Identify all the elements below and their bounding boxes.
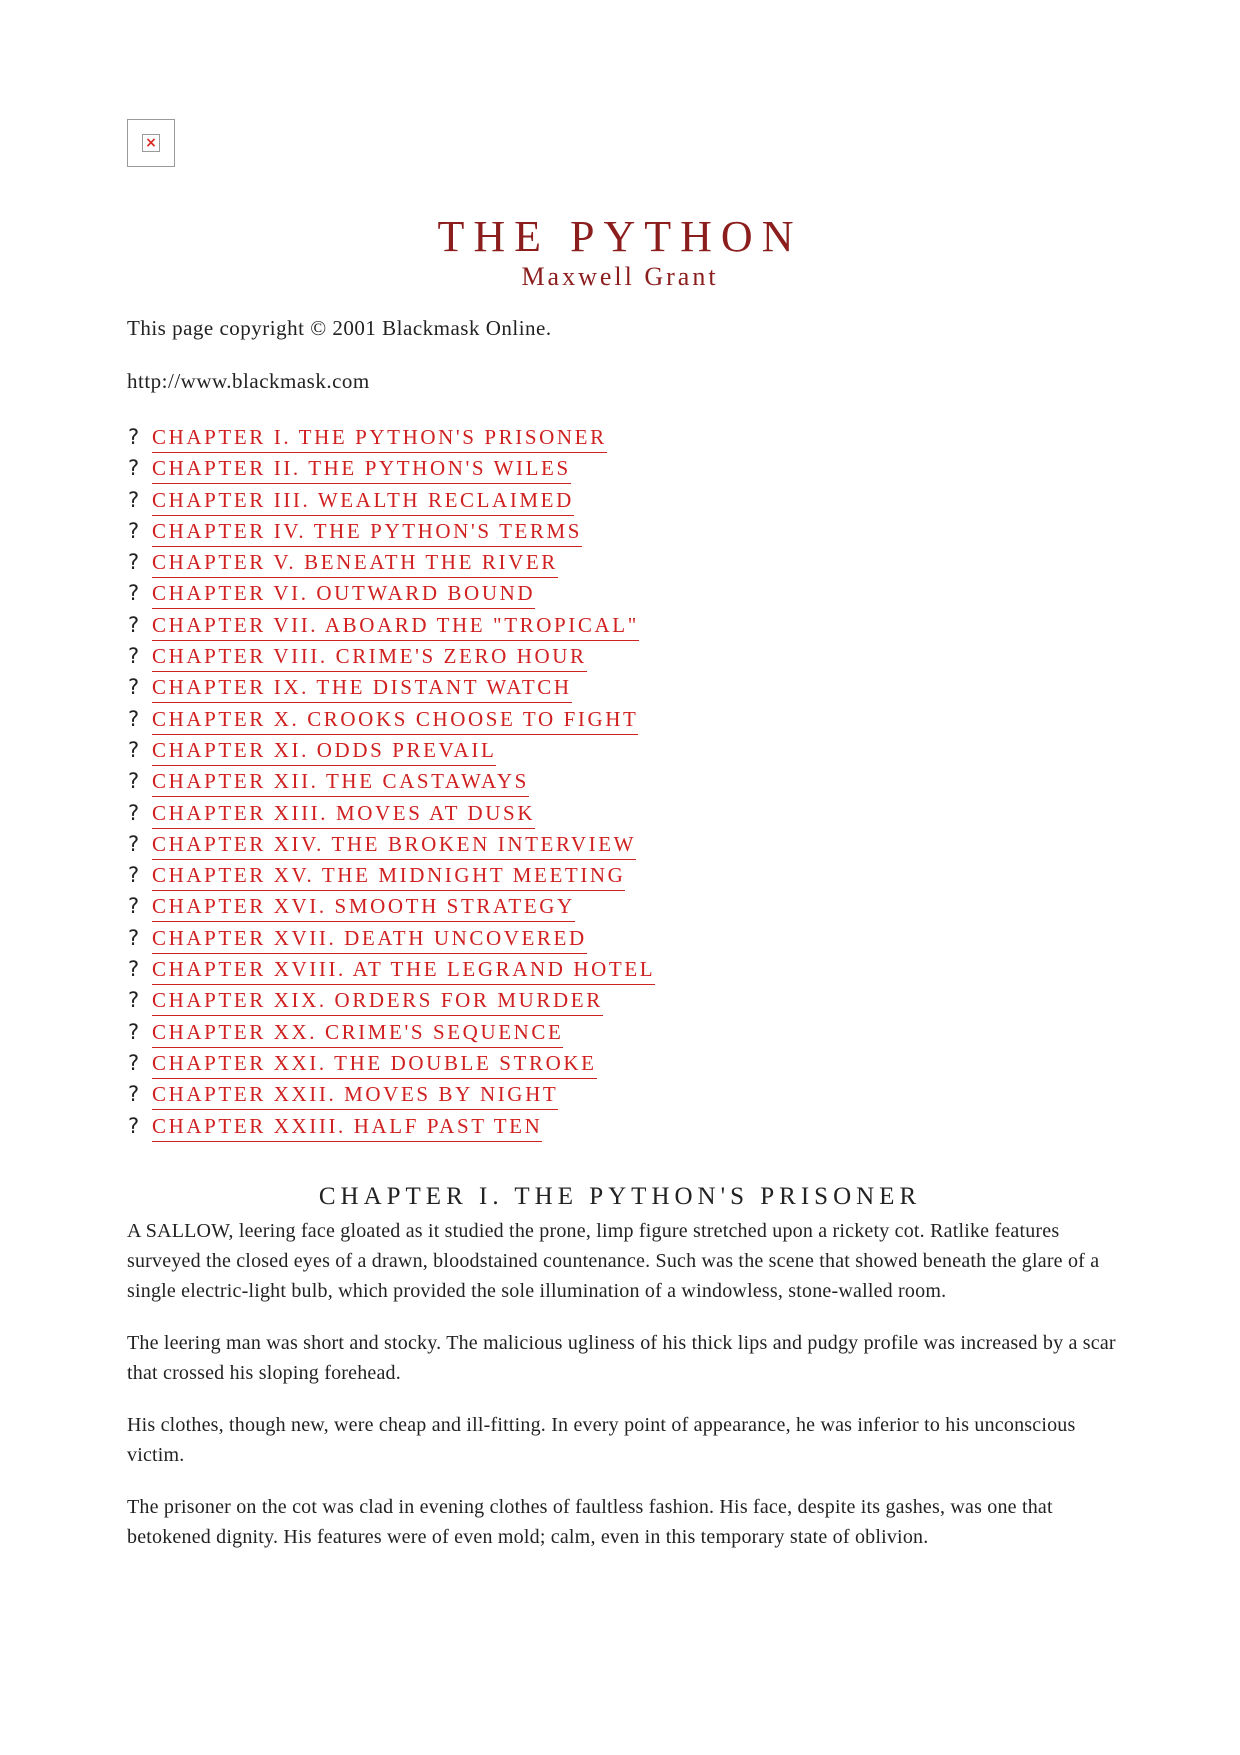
- toc-item: [127, 454, 655, 485]
- toc-chapter-link[interactable]: CHAPTER I. THE PYTHON'S PRISONER: [152, 423, 607, 453]
- toc-bullet: ?: [127, 831, 140, 856]
- toc-chapter-link[interactable]: CHAPTER X. CROOKS CHOOSE TO FIGHT: [152, 705, 638, 735]
- toc-item: [127, 579, 655, 610]
- toc-chapter-link[interactable]: CHAPTER IX. THE DISTANT WATCH: [152, 673, 572, 703]
- toc-item: [127, 767, 655, 798]
- toc-chapter-link[interactable]: CHAPTER XX. CRIME'S SEQUENCE: [152, 1018, 563, 1048]
- chapter-heading: CHAPTER I. THE PYTHON'S PRISONER: [318, 1182, 922, 1210]
- toc-bullet: ?: [127, 581, 140, 606]
- toc-bullet: ?: [127, 957, 140, 982]
- chapter-body: [127, 1216, 1117, 1574]
- toc-bullet: ?: [127, 1019, 140, 1044]
- toc-item: [127, 1080, 655, 1111]
- toc-item: [127, 955, 655, 986]
- toc-chapter-link[interactable]: CHAPTER XVI. SMOOTH STRATEGY: [152, 892, 575, 922]
- toc-item: [127, 1112, 655, 1143]
- toc-item: [127, 861, 655, 892]
- copyright-notice: This page copyright © 2001 Blackmask Online.: [127, 316, 552, 340]
- book-author: Maxwell Grant: [521, 262, 719, 291]
- toc-bullet: ?: [127, 737, 140, 762]
- toc-item: [127, 548, 655, 579]
- toc-chapter-link[interactable]: CHAPTER XI. ODDS PREVAIL: [152, 736, 496, 766]
- chapter-paragraph: The leering man was short and stocky. The malicious ugliness of his thick lips and pudgy profile was increased by a scar that crossed his sloping forehead.: [127, 1332, 1116, 1384]
- toc-bullet: ?: [127, 644, 140, 669]
- toc-bullet: ?: [127, 456, 140, 481]
- toc-item: [127, 673, 655, 704]
- toc-chapter-link[interactable]: CHAPTER IV. THE PYTHON'S TERMS: [152, 517, 582, 547]
- toc-bullet: ?: [127, 925, 140, 950]
- toc-bullet: ?: [127, 894, 140, 919]
- toc-item: [127, 1018, 655, 1049]
- toc-item: [127, 611, 655, 642]
- toc-item: [127, 892, 655, 923]
- toc-chapter-link[interactable]: CHAPTER XVIII. AT THE LEGRAND HOTEL: [152, 955, 655, 985]
- toc-item: [127, 986, 655, 1017]
- toc-bullet: ?: [127, 800, 140, 825]
- broken-image-placeholder: [127, 119, 175, 167]
- toc-bullet: ?: [127, 612, 140, 637]
- chapter-paragraph: The prisoner on the cot was clad in evening clothes of faultless fashion. His face, despite its gashes, was one that betokened dignity. His features were of even mold; calm, even in this temporary state of oblivion.: [127, 1496, 1053, 1548]
- toc-chapter-link[interactable]: CHAPTER VIII. CRIME'S ZERO HOUR: [152, 642, 587, 672]
- book-title: THE PYTHON: [437, 212, 803, 262]
- chapter-paragraph: His clothes, though new, were cheap and ill-fitting. In every point of appearance, he was inferior to his unconscious victim.: [127, 1414, 1076, 1466]
- toc-chapter-link[interactable]: CHAPTER III. WEALTH RECLAIMED: [152, 486, 574, 516]
- toc-bullet: ?: [127, 1082, 140, 1107]
- toc-item: [127, 705, 655, 736]
- toc-chapter-link[interactable]: CHAPTER VII. ABOARD THE "TROPICAL": [152, 611, 639, 641]
- toc-bullet: ?: [127, 1050, 140, 1075]
- toc-bullet: ?: [127, 1113, 140, 1138]
- toc-chapter-link[interactable]: CHAPTER XXII. MOVES BY NIGHT: [152, 1080, 558, 1110]
- toc-chapter-link[interactable]: CHAPTER XV. THE MIDNIGHT MEETING: [152, 861, 625, 891]
- toc-chapter-link[interactable]: CHAPTER XIII. MOVES AT DUSK: [152, 799, 535, 829]
- toc-bullet: ?: [127, 769, 140, 794]
- toc-bullet: ?: [127, 706, 140, 731]
- toc-item: [127, 517, 655, 548]
- chapter-paragraph: A SALLOW, leering face gloated as it studied the prone, limp figure stretched upon a rickety cot. Ratlike features surveyed the closed eyes of a drawn, bloodstained countenance. Such was the scene that showed beneath the glare of a single electric-light bulb, which provided the sole illumination of a windowless, stone-walled room.: [127, 1220, 1100, 1302]
- toc-item: [127, 1049, 655, 1080]
- toc-bullet: ?: [127, 863, 140, 888]
- toc-bullet: ?: [127, 518, 140, 543]
- toc-chapter-link[interactable]: CHAPTER XIX. ORDERS FOR MURDER: [152, 986, 603, 1016]
- site-url: http://www.blackmask.com: [127, 369, 370, 393]
- toc-item: [127, 924, 655, 955]
- toc-chapter-link[interactable]: CHAPTER XVII. DEATH UNCOVERED: [152, 924, 587, 954]
- toc-chapter-link[interactable]: CHAPTER XII. THE CASTAWAYS: [152, 767, 529, 797]
- table-of-contents: [127, 423, 655, 1147]
- toc-item: [127, 423, 655, 454]
- toc-item: [127, 642, 655, 673]
- toc-item: [127, 799, 655, 830]
- toc-chapter-link[interactable]: CHAPTER XIV. THE BROKEN INTERVIEW: [152, 830, 636, 860]
- toc-bullet: ?: [127, 988, 140, 1013]
- toc-chapter-link[interactable]: CHAPTER II. THE PYTHON'S WILES: [152, 454, 571, 484]
- toc-bullet: ?: [127, 675, 140, 700]
- toc-item: [127, 830, 655, 861]
- toc-bullet: ?: [127, 487, 140, 512]
- toc-bullet: ?: [127, 425, 140, 449]
- toc-chapter-link[interactable]: CHAPTER XXIII. HALF PAST TEN: [152, 1112, 542, 1142]
- toc-chapter-link[interactable]: CHAPTER V. BENEATH THE RIVER: [152, 548, 558, 578]
- toc-item: [127, 736, 655, 767]
- toc-bullet: ?: [127, 550, 140, 575]
- toc-chapter-link[interactable]: CHAPTER VI. OUTWARD BOUND: [152, 579, 535, 609]
- toc-chapter-link[interactable]: CHAPTER XXI. THE DOUBLE STROKE: [152, 1049, 597, 1079]
- toc-item: [127, 486, 655, 517]
- broken-image-icon: ×: [142, 134, 160, 152]
